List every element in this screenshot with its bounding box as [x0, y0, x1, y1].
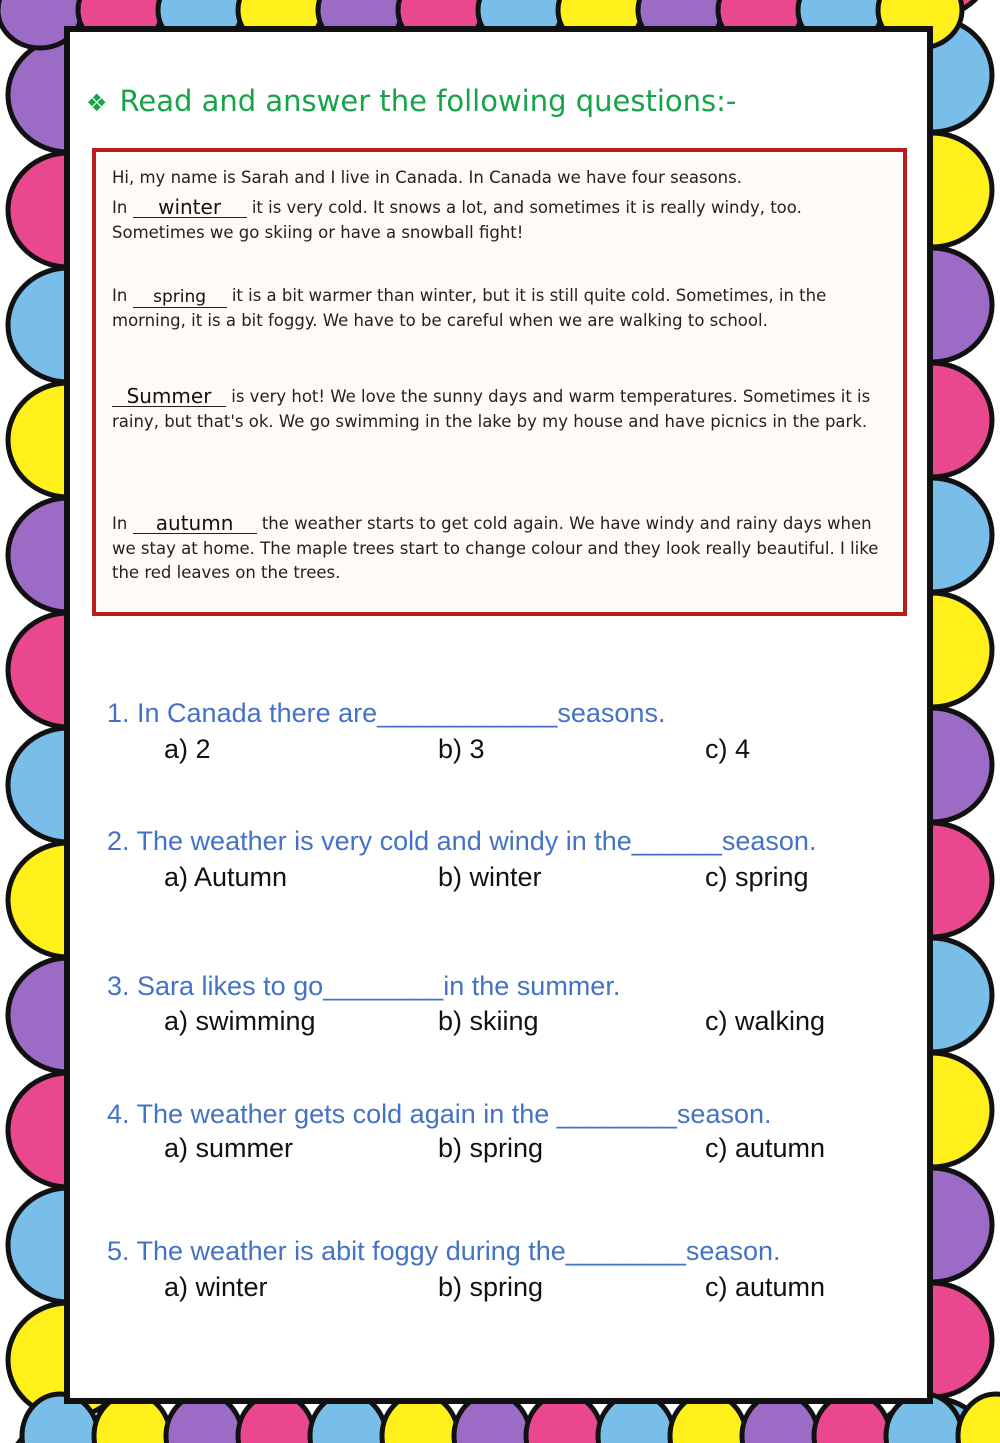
- answer-blank-spring: spring: [133, 287, 227, 308]
- question-1: 1. In Canada there are____________seasons.: [107, 698, 666, 728]
- question-3: 3. Sara likes to go________in the summer.: [107, 971, 621, 1001]
- passage-paragraph-autumn: In autumn the weather starts to get cold again. We have windy and rainy days when we stay at home. The maple trees start to change colour and they look really beautiful. I like the red leaves on the trees.: [112, 511, 879, 582]
- question-1-option-a[interactable]: a) 2: [164, 734, 211, 764]
- question-1-option-b[interactable]: b) 3: [438, 734, 485, 764]
- question-3-option-c[interactable]: c) walking: [705, 1006, 826, 1036]
- answer-blank-winter: winter: [133, 197, 247, 218]
- question-1-option-c[interactable]: c) 4: [705, 734, 751, 764]
- question-3-option-a[interactable]: a) swimming: [164, 1006, 316, 1036]
- question-2-option-c[interactable]: c) spring: [705, 862, 809, 892]
- question-5: 5. The weather is abit foggy during the________season.: [107, 1236, 781, 1266]
- answer-blank-autumn: autumn: [133, 513, 257, 534]
- question-2-option-b[interactable]: b) winter: [438, 862, 542, 892]
- instructions-heading: [86, 84, 736, 118]
- question-4: 4. The weather gets cold again in the ________season.: [107, 1099, 772, 1129]
- question-4-option-a[interactable]: a) summer: [164, 1133, 294, 1163]
- diamond-bullet-icon: ❖: [86, 89, 108, 117]
- passage-paragraph-winter: In winter it is very cold. It snows a lot, and sometimes it is really windy, too. Sometimes we go skiing or have a snowball fight!: [112, 195, 802, 242]
- reading-passage: [92, 148, 907, 616]
- passage-paragraph-spring: In spring it is a bit warmer than winter, but it is still quite cold. Sometimes, in the morning, it is a bit foggy. We have to be careful when we are walking to school.: [112, 286, 827, 330]
- passage-intro: Hi, my name is Sarah and I live in Canada. In Canada we have four seasons.: [112, 168, 742, 187]
- question-4-option-c[interactable]: c) autumn: [705, 1133, 826, 1163]
- worksheet-page: [70, 32, 927, 1398]
- question-4-option-b[interactable]: b) spring: [438, 1133, 544, 1163]
- question-5-option-a[interactable]: a) winter: [164, 1272, 268, 1302]
- question-3-option-b[interactable]: b) skiing: [438, 1006, 539, 1036]
- border-scallop: [958, 1394, 1000, 1443]
- question-2: 2. The weather is very cold and windy in the______season.: [107, 826, 817, 856]
- answer-blank-summer: Summer: [112, 386, 226, 407]
- question-5-option-c[interactable]: c) autumn: [705, 1272, 826, 1302]
- question-5-option-b[interactable]: b) spring: [438, 1272, 544, 1302]
- question-2-option-a[interactable]: a) Autumn: [164, 862, 288, 892]
- passage-paragraph-summer: Summer is very hot! We love the sunny days and warm temperatures. Sometimes it is rainy, but that's ok. We go swimming in the lake by my house and have picnics in the park.: [112, 384, 871, 431]
- heading-text: Read and answer the following questions:-: [119, 84, 737, 118]
